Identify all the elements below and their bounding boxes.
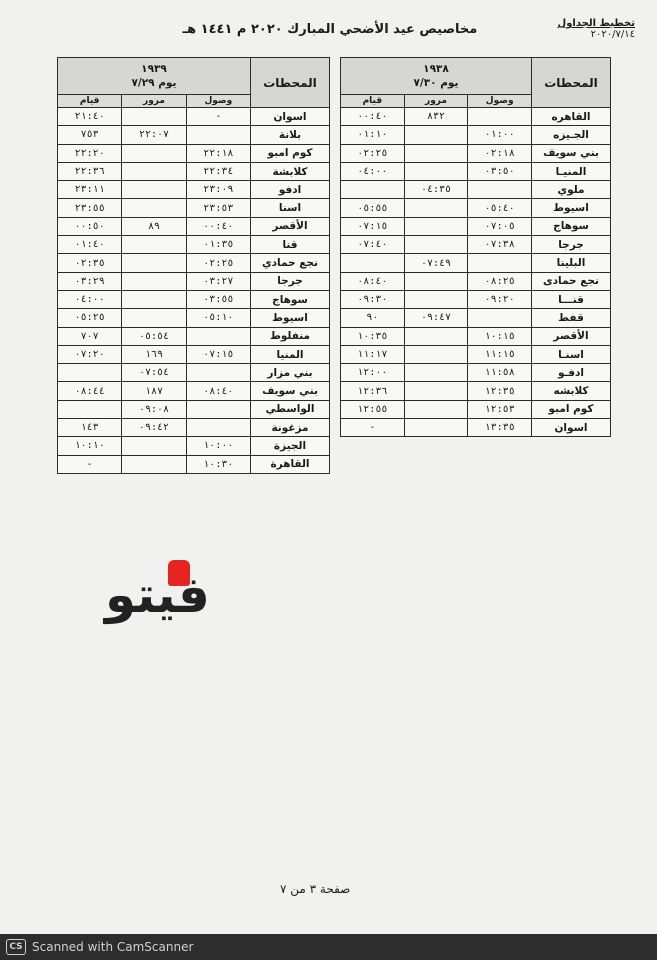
department-name: تخطيط الجداول bbox=[557, 18, 635, 29]
arrival-time: ٠٣:٥٥ bbox=[186, 290, 250, 308]
train-day: يوم ٧/٣٠ bbox=[413, 77, 459, 89]
station-name: ادفو bbox=[251, 181, 330, 199]
train-header bbox=[58, 58, 251, 95]
passing-time bbox=[122, 199, 186, 217]
scanner-label: Scanned with CamScanner bbox=[32, 940, 194, 954]
arrival-time: ٠٢:٢٥ bbox=[186, 254, 250, 272]
table-row bbox=[58, 181, 330, 199]
document-date: ٢٠٢٠/٧/١٤ bbox=[590, 29, 635, 40]
arrival-time: ٠٠:٤٠ bbox=[186, 217, 250, 235]
passing-time bbox=[404, 162, 468, 180]
station-name: الجيزة bbox=[251, 437, 330, 455]
table-row bbox=[58, 364, 330, 382]
table-row bbox=[58, 419, 330, 437]
table-row bbox=[341, 254, 611, 272]
departure-time bbox=[341, 181, 405, 199]
departure-time: ٠٠:٤٠ bbox=[341, 108, 405, 126]
arrival-time bbox=[468, 254, 532, 272]
department-block bbox=[558, 18, 635, 40]
station-name: كوم امبو bbox=[532, 400, 611, 418]
table-row bbox=[58, 126, 330, 144]
passing-time bbox=[404, 400, 468, 418]
arrival-time bbox=[186, 327, 250, 345]
station-name: الأقصر bbox=[251, 217, 330, 235]
passing-time bbox=[404, 382, 468, 400]
stations-header: المحطات bbox=[251, 58, 330, 108]
departure-header: قيام bbox=[341, 95, 405, 108]
station-name: جرجا bbox=[251, 272, 330, 290]
passing-time: ١٦٩ bbox=[122, 345, 186, 363]
passing-time bbox=[404, 272, 468, 290]
scanner-bar bbox=[0, 934, 657, 960]
passing-time: ٠٩:٠٨ bbox=[122, 400, 186, 418]
passing-header: مرور bbox=[122, 95, 186, 108]
arrival-time: ٢٢:١٨ bbox=[186, 144, 250, 162]
table-row bbox=[58, 254, 330, 272]
page-title: مخاصيص عيد الأضحي المبارك ٢٠٢٠ م ١٤٤١ هـ bbox=[182, 22, 478, 37]
arrival-time: ٠٣:٢٧ bbox=[186, 272, 250, 290]
arrival-time: ٠٧:١٥ bbox=[186, 345, 250, 363]
station-name: سوهاج bbox=[532, 217, 611, 235]
table-row bbox=[58, 290, 330, 308]
table-row bbox=[341, 199, 611, 217]
departure-time: ٠١:٤٠ bbox=[58, 236, 122, 254]
station-name: كلابشة bbox=[251, 162, 330, 180]
departure-time bbox=[58, 400, 122, 418]
arrival-time: ١٠:١٥ bbox=[468, 327, 532, 345]
camscanner-icon: CS bbox=[6, 939, 26, 955]
arrival-time: ١٠:٣٠ bbox=[186, 455, 250, 473]
station-name: قنـــا bbox=[532, 290, 611, 308]
arrival-time: ٢٣:٠٩ bbox=[186, 181, 250, 199]
station-name: اسوان bbox=[532, 419, 611, 437]
departure-time: ٠٧:٤٠ bbox=[341, 236, 405, 254]
station-name: بلانة bbox=[251, 126, 330, 144]
station-name: البلينا bbox=[532, 254, 611, 272]
table-row bbox=[341, 309, 611, 327]
train-1939-table bbox=[57, 57, 330, 474]
station-name: نجع حمادى bbox=[532, 272, 611, 290]
station-name: بني سويف bbox=[532, 144, 611, 162]
table-row bbox=[58, 236, 330, 254]
table-row bbox=[58, 437, 330, 455]
station-name: اسيوط bbox=[251, 309, 330, 327]
departure-time bbox=[341, 254, 405, 272]
table-row bbox=[58, 108, 330, 126]
departure-time: ٠٣:٢٩ bbox=[58, 272, 122, 290]
arrival-time bbox=[186, 419, 250, 437]
arrival-time: - bbox=[186, 108, 250, 126]
departure-time: ١٠:٣٥ bbox=[341, 327, 405, 345]
passing-time bbox=[122, 144, 186, 162]
passing-time bbox=[122, 455, 186, 473]
train-1938-table bbox=[340, 57, 611, 437]
departure-time: ٠٧:١٥ bbox=[341, 217, 405, 235]
passing-time bbox=[404, 327, 468, 345]
passing-time: ٠٤:٣٥ bbox=[404, 181, 468, 199]
passing-time bbox=[404, 345, 468, 363]
departure-time: ١٢:٥٥ bbox=[341, 400, 405, 418]
arrival-time: ١٣:٣٥ bbox=[468, 419, 532, 437]
passing-time bbox=[122, 309, 186, 327]
arrival-time: ١١:١٥ bbox=[468, 345, 532, 363]
departure-time: ٠٤:٠٠ bbox=[58, 290, 122, 308]
station-name: الأقصر bbox=[532, 327, 611, 345]
station-name: اسنـا bbox=[532, 345, 611, 363]
table-row bbox=[58, 217, 330, 235]
arrival-header: وصول bbox=[186, 95, 250, 108]
arrival-time: ٠١:٠٠ bbox=[468, 126, 532, 144]
station-name: المنيا bbox=[251, 345, 330, 363]
passing-time bbox=[404, 419, 468, 437]
passing-time bbox=[122, 162, 186, 180]
departure-time: ٢١:٤٠ bbox=[58, 108, 122, 126]
train-day: يوم ٧/٢٩ bbox=[131, 77, 177, 89]
table-row bbox=[58, 144, 330, 162]
station-name: بني مزار bbox=[251, 364, 330, 382]
train-number: ١٩٣٨ bbox=[423, 63, 449, 75]
passing-time bbox=[404, 290, 468, 308]
station-name: ادفـو bbox=[532, 364, 611, 382]
arrival-time: ٠٧:٣٨ bbox=[468, 236, 532, 254]
departure-time: ٢٣:٥٥ bbox=[58, 199, 122, 217]
station-name: اسيوط bbox=[532, 199, 611, 217]
table-row bbox=[341, 419, 611, 437]
station-name: كلابشه bbox=[532, 382, 611, 400]
departure-time: ٢٢:٢٠ bbox=[58, 144, 122, 162]
departure-time: ٩٠ bbox=[341, 309, 405, 327]
passing-time bbox=[122, 236, 186, 254]
table-row bbox=[58, 345, 330, 363]
train-number: ١٩٣٩ bbox=[141, 63, 167, 75]
passing-header: مرور bbox=[404, 95, 468, 108]
departure-time: ٠٨:٤٠ bbox=[341, 272, 405, 290]
passing-time: ٠٧:٤٩ bbox=[404, 254, 468, 272]
train-header bbox=[341, 58, 532, 95]
station-name: القاهره bbox=[532, 108, 611, 126]
passing-time bbox=[122, 290, 186, 308]
passing-time: ٠٧:٥٤ bbox=[122, 364, 186, 382]
table-row bbox=[341, 290, 611, 308]
departure-time: ٠٢:٢٥ bbox=[341, 144, 405, 162]
arrival-time bbox=[468, 181, 532, 199]
departure-time: ٠٥:٥٥ bbox=[341, 199, 405, 217]
departure-time: ٠٩:٣٠ bbox=[341, 290, 405, 308]
departure-time: ١٢:٠٠ bbox=[341, 364, 405, 382]
table-row bbox=[341, 400, 611, 418]
departure-time: ٠٨:٤٤ bbox=[58, 382, 122, 400]
table-row bbox=[341, 236, 611, 254]
departure-time: ٠٥:٢٥ bbox=[58, 309, 122, 327]
arrival-time bbox=[186, 400, 250, 418]
arrival-time: ٠٧:٠٥ bbox=[468, 217, 532, 235]
departure-time: - bbox=[58, 455, 122, 473]
passing-time bbox=[404, 236, 468, 254]
passing-time bbox=[404, 126, 468, 144]
table-row bbox=[58, 162, 330, 180]
arrival-time: ٠٢:١٨ bbox=[468, 144, 532, 162]
arrival-time: ١٠:٠٠ bbox=[186, 437, 250, 455]
table-row bbox=[341, 345, 611, 363]
station-name: اسوان bbox=[251, 108, 330, 126]
table-row bbox=[341, 181, 611, 199]
passing-time bbox=[404, 364, 468, 382]
passing-time: ١٨٧ bbox=[122, 382, 186, 400]
departure-time: ١٠:١٠ bbox=[58, 437, 122, 455]
table-row bbox=[341, 382, 611, 400]
departure-time: ٧٠٧ bbox=[58, 327, 122, 345]
passing-time: ٠٥:٥٤ bbox=[122, 327, 186, 345]
station-name: الجـيزه bbox=[532, 126, 611, 144]
station-name: المنيـا bbox=[532, 162, 611, 180]
passing-time: ٨٣٢ bbox=[404, 108, 468, 126]
arrival-time: ٠٨:٢٥ bbox=[468, 272, 532, 290]
station-name: ملوي bbox=[532, 181, 611, 199]
table-row bbox=[58, 327, 330, 345]
station-name: نجع حمادي bbox=[251, 254, 330, 272]
table-row bbox=[341, 108, 611, 126]
departure-time: ٠٧:٢٠ bbox=[58, 345, 122, 363]
passing-time bbox=[122, 108, 186, 126]
passing-time bbox=[404, 217, 468, 235]
table-row bbox=[341, 162, 611, 180]
station-name: سوهاج bbox=[251, 290, 330, 308]
arrival-time bbox=[468, 108, 532, 126]
station-name: مزغونة bbox=[251, 419, 330, 437]
passing-time bbox=[404, 199, 468, 217]
table-row bbox=[58, 309, 330, 327]
departure-time: ٠١:١٠ bbox=[341, 126, 405, 144]
station-name: قفط bbox=[532, 309, 611, 327]
passing-time: ٨٩ bbox=[122, 217, 186, 235]
departure-time: ٢٢:٣٦ bbox=[58, 162, 122, 180]
table-row bbox=[341, 327, 611, 345]
station-name: كوم امبو bbox=[251, 144, 330, 162]
arrival-time: ١٢:٣٥ bbox=[468, 382, 532, 400]
departure-time: ٠٢:٣٥ bbox=[58, 254, 122, 272]
station-name: القاهرة bbox=[251, 455, 330, 473]
station-name: قنا bbox=[251, 236, 330, 254]
passing-time bbox=[122, 254, 186, 272]
passing-time bbox=[404, 144, 468, 162]
passing-time: ٢٢:٠٧ bbox=[122, 126, 186, 144]
table-row bbox=[58, 272, 330, 290]
departure-time: ٠٤:٠٠ bbox=[341, 162, 405, 180]
table-row bbox=[341, 364, 611, 382]
arrival-header: وصول bbox=[468, 95, 532, 108]
arrival-time: ٠١:٣٥ bbox=[186, 236, 250, 254]
arrival-time bbox=[186, 364, 250, 382]
arrival-time: ٠٨:٤٠ bbox=[186, 382, 250, 400]
arrival-time bbox=[468, 309, 532, 327]
departure-time: ٠٠:٥٠ bbox=[58, 217, 122, 235]
departure-time: ٢٣:١١ bbox=[58, 181, 122, 199]
station-name: الواسطي bbox=[251, 400, 330, 418]
departure-time: ١٤٣ bbox=[58, 419, 122, 437]
departure-time: - bbox=[341, 419, 405, 437]
arrival-time: ١٢:٥٣ bbox=[468, 400, 532, 418]
table-row bbox=[341, 272, 611, 290]
table-row bbox=[341, 217, 611, 235]
arrival-time: ٢٢:٣٤ bbox=[186, 162, 250, 180]
arrival-time: ٠٥:١٠ bbox=[186, 309, 250, 327]
passing-time: ٠٩:٤٢ bbox=[122, 419, 186, 437]
table-row bbox=[58, 199, 330, 217]
table-row bbox=[58, 400, 330, 418]
arrival-time bbox=[186, 126, 250, 144]
arrival-time: ٠٩:٢٠ bbox=[468, 290, 532, 308]
departure-time: ٧٥٣ bbox=[58, 126, 122, 144]
station-name: بني سويف bbox=[251, 382, 330, 400]
passing-time bbox=[122, 437, 186, 455]
departure-header: قيام bbox=[58, 95, 122, 108]
departure-time: ١٢:٣٦ bbox=[341, 382, 405, 400]
table-row bbox=[341, 126, 611, 144]
departure-time: ١١:١٧ bbox=[341, 345, 405, 363]
departure-time bbox=[58, 364, 122, 382]
arrival-time: ٢٣:٥٣ bbox=[186, 199, 250, 217]
passing-time: ٠٩:٤٧ bbox=[404, 309, 468, 327]
arrival-time: ٠٣:٥٠ bbox=[468, 162, 532, 180]
station-name: منفلوط bbox=[251, 327, 330, 345]
veto-logo: فيتو bbox=[105, 566, 210, 624]
table-row bbox=[58, 382, 330, 400]
passing-time bbox=[122, 181, 186, 199]
table-row bbox=[341, 144, 611, 162]
arrival-time: ١١:٥٨ bbox=[468, 364, 532, 382]
arrival-time: ٠٥:٤٠ bbox=[468, 199, 532, 217]
table-row bbox=[58, 455, 330, 473]
page-number: صفحة ٣ من ٧ bbox=[280, 882, 351, 896]
station-name: اسنا bbox=[251, 199, 330, 217]
stations-header: المحطات bbox=[532, 58, 611, 108]
passing-time bbox=[122, 272, 186, 290]
station-name: جرجا bbox=[532, 236, 611, 254]
